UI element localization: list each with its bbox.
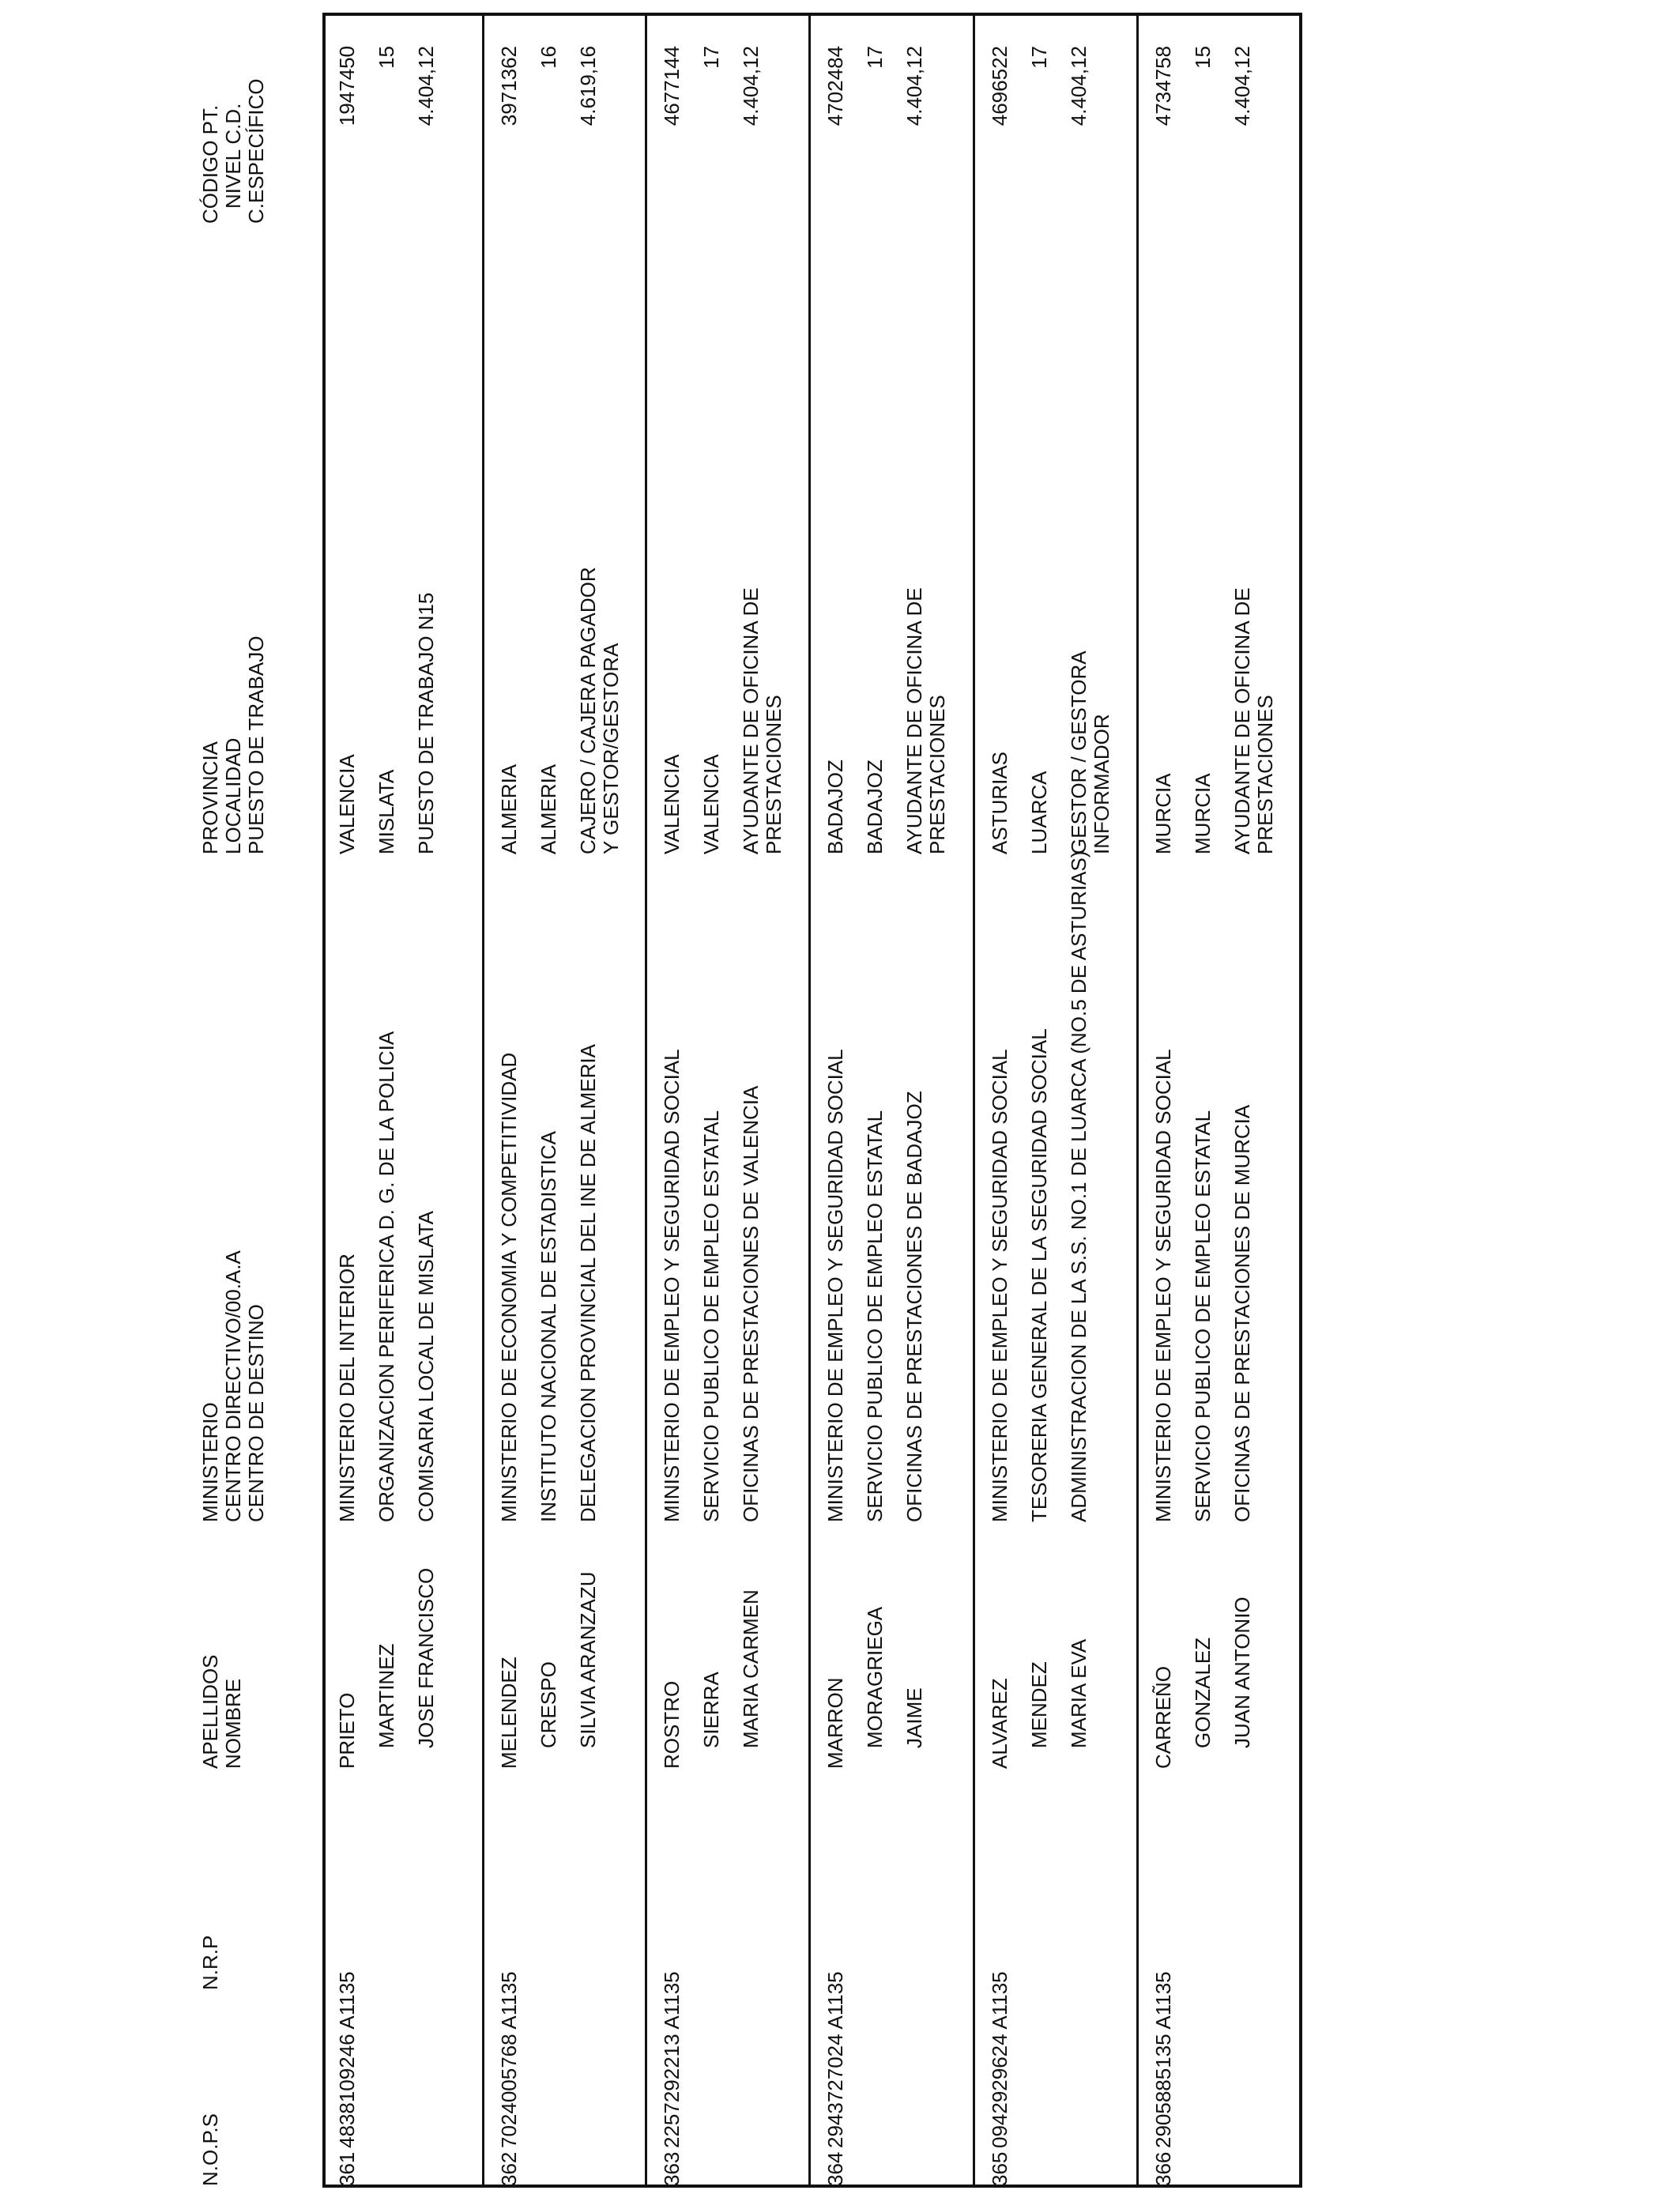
header-ministerio: MINISTERIO <box>198 1402 222 1522</box>
record-provincia: ASTURIAS <box>988 751 1011 854</box>
record-nops: 361 <box>335 2151 359 2186</box>
header-nivel: NIVEL C.D. <box>221 103 245 209</box>
record-provincia: BADAJOZ <box>823 760 847 854</box>
record-nombre: MARIA EVA <box>1067 1638 1090 1748</box>
record-codigo: 4696522 <box>988 46 1011 126</box>
row-divider <box>973 13 975 2188</box>
record-ministerio: MINISTERIO DE EMPLEO Y SEGURIDAD SOCIAL <box>988 1049 1011 1522</box>
record-nombre: MARIA CARMEN <box>739 1589 763 1748</box>
record-nops: 363 <box>660 2151 684 2186</box>
record-apellido1: ALVAREZ <box>988 1678 1011 1769</box>
record-puesto: AYUDANTE DE OFICINA DE PRESTACIONES <box>902 587 949 854</box>
record-puesto: AYUDANTE DE OFICINA DE PRESTACIONES <box>1230 587 1277 854</box>
record-apellido2: MENDEZ <box>1027 1661 1051 1748</box>
record-localidad: MURCIA <box>1191 773 1215 854</box>
header-nrp: N.R.P <box>198 1935 222 1990</box>
record-nrp: 4838109246 A1135 <box>335 1971 359 2148</box>
record-nombre: JAIME <box>902 1687 926 1748</box>
record-apellido1: MELENDEZ <box>497 1657 521 1769</box>
header-codigo: CÓDIGO PT. <box>198 104 222 224</box>
record-codigo: 3971362 <box>497 46 521 126</box>
record-nops: 362 <box>497 2151 521 2186</box>
record-centro-directivo: SERVICIO PUBLICO DE EMPLEO ESTATAL <box>863 1110 887 1522</box>
record-localidad: VALENCIA <box>699 754 723 854</box>
record-especifico: 4.404,12 <box>414 46 438 126</box>
record-provincia: ALMERIA <box>497 763 521 854</box>
record-apellido2: MARTINEZ <box>375 1643 398 1748</box>
record-nrp: 2943727024 A1135 <box>823 1971 847 2148</box>
record-ministerio: MINISTERIO DE EMPLEO Y SEGURIDAD SOCIAL <box>660 1049 684 1522</box>
record-especifico: 4.404,12 <box>902 46 926 126</box>
record-nivel: 16 <box>537 46 560 69</box>
record-nops: 365 <box>988 2151 1011 2186</box>
record-nivel: 17 <box>699 46 723 69</box>
record-codigo: 1947450 <box>335 46 359 126</box>
header-nombre: NOMBRE <box>221 1678 245 1769</box>
header-provincia: PROVINCIA <box>198 741 222 854</box>
record-nrp: 0942929624 A1135 <box>988 1971 1011 2148</box>
record-centro-destino: ADMINISTRACION DE LA S.S. NO.1 DE LUARCA (NO.5 DE ASTURIAS) <box>1067 850 1090 1522</box>
record-localidad: LUARCA <box>1027 771 1051 854</box>
record-centro-destino: DELEGACION PROVINCIAL DEL INE DE ALMERIA <box>576 1044 600 1522</box>
header-puesto: PUESTO DE TRABAJO <box>244 635 268 854</box>
record-centro-destino: OFICINAS DE PRESTACIONES DE BADAJOZ <box>902 1091 926 1522</box>
record-puesto: AYUDANTE DE OFICINA DE PRESTACIONES <box>739 587 785 854</box>
row-divider <box>808 13 811 2188</box>
record-apellido1: MARRON <box>823 1677 847 1769</box>
record-especifico: 4.404,12 <box>1230 46 1254 126</box>
header-nops: N.O.P.S <box>198 2113 222 2186</box>
header-apellidos: APELLIDOS <box>198 1654 222 1769</box>
record-nombre: JUAN ANTONIO <box>1230 1596 1254 1748</box>
record-nivel: 17 <box>863 46 887 69</box>
record-centro-directivo: SERVICIO PUBLICO DE EMPLEO ESTATAL <box>1191 1110 1215 1522</box>
record-puesto: PUESTO DE TRABAJO N15 <box>414 592 438 854</box>
record-apellido2: MORAGRIEGA <box>863 1606 887 1748</box>
record-puesto: CAJERO / CAJERA PAGADOR Y GESTOR/GESTORA <box>576 567 623 854</box>
record-localidad: MISLATA <box>375 769 398 854</box>
record-ministerio: MINISTERIO DEL INTERIOR <box>335 1253 359 1522</box>
record-codigo: 4677144 <box>660 46 684 126</box>
record-apellido1: CARREÑO <box>1151 1665 1175 1769</box>
record-especifico: 4.619,16 <box>576 46 600 126</box>
row-divider <box>482 13 484 2188</box>
record-nombre: SILVIA ARANZAZU <box>576 1571 600 1748</box>
record-apellido2: CRESPO <box>537 1661 560 1748</box>
record-centro-directivo: INSTITUTO NACIONAL DE ESTADISTICA <box>537 1130 560 1522</box>
record-centro-directivo: ORGANIZACION PERIFERICA D. G. DE LA POLICIA <box>375 1031 398 1522</box>
record-centro-destino: COMISARIA LOCAL DE MISLATA <box>414 1211 438 1522</box>
header-centro-destino: CENTRO DE DESTINO <box>244 1304 268 1522</box>
record-nops: 364 <box>823 2151 847 2186</box>
record-nrp: 2905885135 A1135 <box>1151 1971 1175 2148</box>
record-provincia: MURCIA <box>1151 773 1175 854</box>
record-ministerio: MINISTERIO DE ECONOMIA Y COMPETITIVIDAD <box>497 1052 521 1522</box>
record-ministerio: MINISTERIO DE EMPLEO Y SEGURIDAD SOCIAL <box>1151 1049 1175 1522</box>
record-especifico: 4.404,12 <box>739 46 763 126</box>
record-nombre: JOSE FRANCISCO <box>414 1567 438 1748</box>
record-nops: 366 <box>1151 2151 1175 2186</box>
record-localidad: BADAJOZ <box>863 760 887 854</box>
record-puesto: GESTOR / GESTORA INFORMADOR <box>1067 651 1113 854</box>
record-nivel: 17 <box>1027 46 1051 69</box>
record-centro-destino: OFICINAS DE PRESTACIONES DE MURCIA <box>1230 1104 1254 1522</box>
record-codigo: 4702484 <box>823 46 847 126</box>
row-divider <box>645 13 647 2188</box>
record-apellido1: PRIETO <box>335 1692 359 1769</box>
record-centro-destino: OFICINAS DE PRESTACIONES DE VALENCIA <box>739 1085 763 1522</box>
record-nrp: 2257292213 A1135 <box>660 1971 684 2148</box>
record-provincia: VALENCIA <box>660 754 684 854</box>
header-localidad: LOCALIDAD <box>221 737 245 854</box>
record-provincia: VALENCIA <box>335 754 359 854</box>
record-nrp: 7024005768 A1135 <box>497 1971 521 2148</box>
record-apellido2: GONZALEZ <box>1191 1637 1215 1748</box>
record-nivel: 15 <box>1191 46 1215 69</box>
row-divider <box>1136 13 1139 2188</box>
record-ministerio: MINISTERIO DE EMPLEO Y SEGURIDAD SOCIAL <box>823 1049 847 1522</box>
header-especifico: C.ESPECÍFICO <box>244 78 268 224</box>
record-centro-directivo: TESORERIA GENERAL DE LA SEGURIDAD SOCIAL <box>1027 1028 1051 1522</box>
record-especifico: 4.404,12 <box>1067 46 1090 126</box>
record-localidad: ALMERIA <box>537 763 560 854</box>
record-apellido1: ROSTRO <box>660 1680 684 1769</box>
record-nivel: 15 <box>375 46 398 69</box>
record-codigo: 4734758 <box>1151 46 1175 126</box>
record-apellido2: SIERRA <box>699 1672 723 1748</box>
record-centro-directivo: SERVICIO PUBLICO DE EMPLEO ESTATAL <box>699 1110 723 1522</box>
header-centro-directivo: CENTRO DIRECTIVO/00.A.A <box>221 1250 245 1522</box>
